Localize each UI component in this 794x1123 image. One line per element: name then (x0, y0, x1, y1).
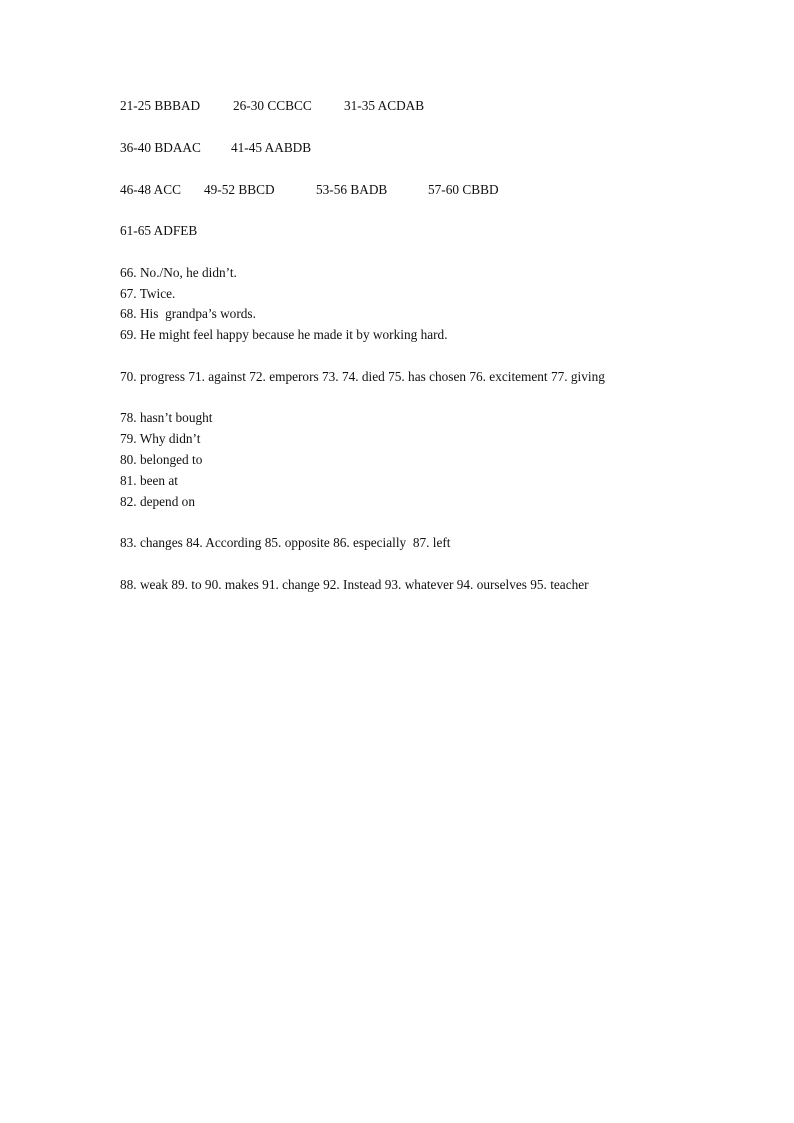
answers-88-95: 88. weak 89. to 90. makes 91. change 92. Instead 93. whatever 94. ourselves 95. teacher (120, 577, 589, 592)
answer-68: 68. His grandpa’s words. (120, 306, 256, 321)
answer-82: 82. depend on (120, 494, 195, 509)
mc-row-36-45 (120, 140, 340, 156)
answer-79: 79. Why didn’t (120, 431, 201, 446)
answer-80: 80. belonged to (120, 452, 203, 467)
mc-group-31-35: 31-35 ACDAB (344, 98, 425, 113)
mc-group-41-45: 41-45 AABDB (231, 140, 312, 155)
answer-69: 69. He might feel happy because he made it by working hard. (120, 327, 448, 342)
answers-70-77: 70. progress 71. against 72. emperors 73. 74. died 75. has chosen 76. excitement 77. giving (120, 369, 605, 384)
mc-group-21-25: 21-25 BBBAD (120, 98, 201, 113)
mc-group-61-65: 61-65 ADFEB (120, 223, 198, 238)
answer-66: 66. No./No, he didn’t. (120, 265, 237, 280)
answer-67: 67. Twice. (120, 286, 176, 301)
mc-group-53-56: 53-56 BADB (316, 182, 388, 197)
mc-group-49-52: 49-52 BBCD (204, 182, 275, 197)
answer-78: 78. hasn’t bought (120, 410, 213, 425)
answer-81: 81. been at (120, 473, 178, 488)
mc-group-46-48: 46-48 ACC (120, 182, 181, 197)
answers-83-87: 83. changes 84. According 85. opposite 86. especially 87. left (120, 535, 451, 550)
mc-row-46-60 (120, 182, 520, 198)
mc-group-57-60: 57-60 CBBD (428, 182, 499, 197)
mc-group-36-40: 36-40 BDAAC (120, 140, 201, 155)
mc-row-21-35 (120, 98, 440, 114)
mc-group-26-30: 26-30 CCBCC (233, 98, 312, 113)
